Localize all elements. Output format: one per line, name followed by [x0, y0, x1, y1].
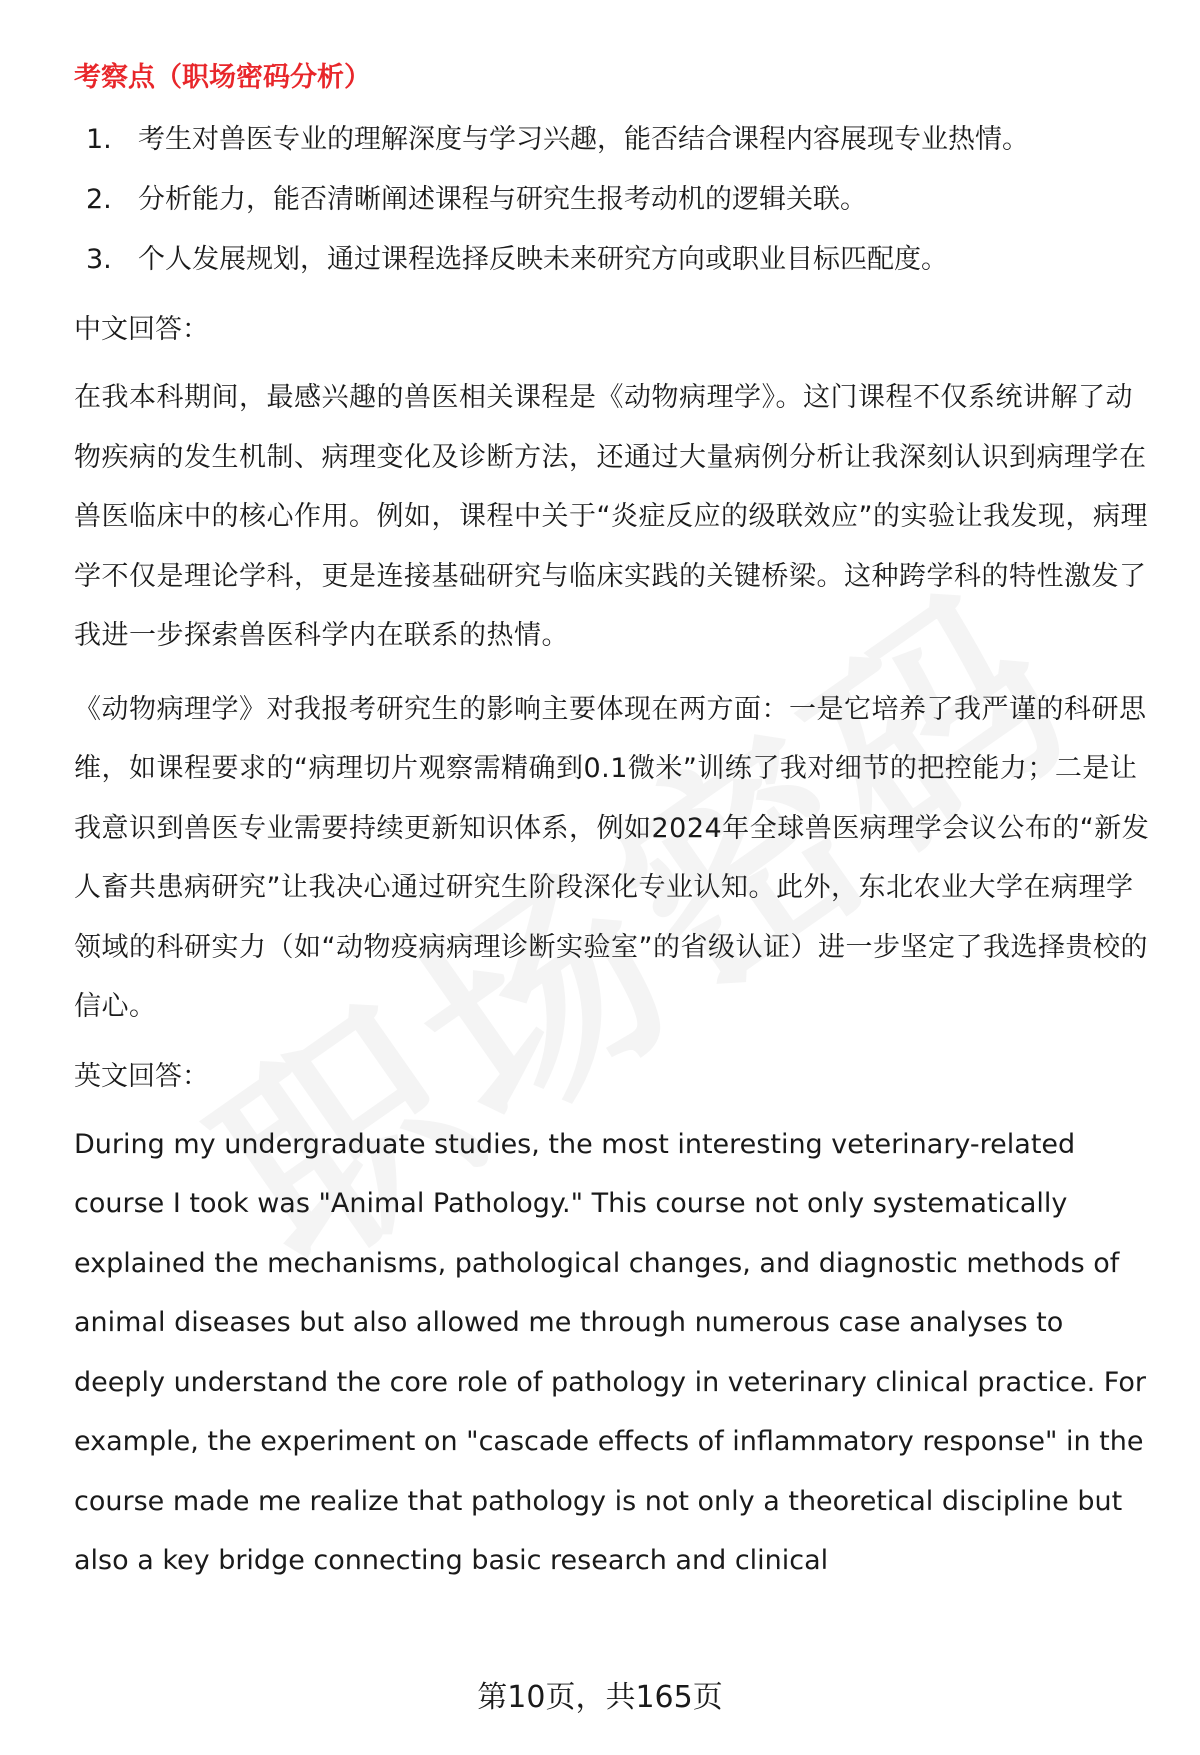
paragraph-gap: [74, 1037, 1154, 1051]
page-content: [74, 58, 1154, 1591]
list-item-text: 个人发展规划，通过课程选择反映未来研究方向或职业目标匹配度。: [138, 244, 948, 275]
list-item: [74, 180, 1154, 220]
section-title: 考察点（职场密码分析）: [74, 62, 371, 93]
chinese-paragraph: 在我本科期间，最感兴趣的兽医相关课程是《动物病理学》。这门课程不仅系统讲解了动物疾病的发生机制、病理变化及诊断方法，还通过大量病例分析让我深刻认识到病理学在兽医临床中的核心作用。例如，课程中关于“炎症反应的级联效应”的实验让我发现，病理学不仅是理论学科，更是连接基础研究与临床实践的关键桥梁。这种跨学科的特性激发了我进一步探索兽医科学内在联系的热情。: [74, 382, 1148, 651]
chinese-answer-label: 中文回答：: [74, 314, 209, 345]
english-paragraph: During my undergraduate studies, the most interesting veterinary-related course I took was "Animal Pathology." This course not only systematically explained the mechanisms, pathological changes, and diagnostic methods of animal diseases but also allowed me through numerous case analyses to deeply understand the core role of pathology in veterinary clinical practice. For example, the experiment on "cascade effects of inflammatory response" in the course made me realize that pathology is not only a theoretical discipline but also a key bridge connecting basic research and clinical: [74, 1128, 1146, 1576]
list-item-text: 分析能力，能否清晰阐述课程与研究生报考动机的逻辑关联。: [138, 184, 867, 215]
english-answer-label: 英文回答：: [74, 1060, 209, 1092]
chinese-paragraph: 《动物病理学》对我报考研究生的影响主要体现在两方面：一是它培养了我严谨的科研思维，如课程要求的“病理切片观察需精确到0.1微米”训练了我对细节的把控能力；二是让我意识到兽医专业需要持续更新知识体系，例如2024年全球兽医病理学会议公布的“新发人畜共患病研究”让我决心通过研究生阶段深化专业认知。此外，东北农业大学在病理学领域的科研实力（如“动物疫病病理诊断实验室”的省级认证）进一步坚定了我选择贵校的信心。: [74, 693, 1150, 1022]
paragraph-gap: [74, 666, 1154, 680]
list-item-number: 2.: [86, 184, 112, 215]
list-item: [74, 240, 1154, 280]
list-item-text: 考生对兽医专业的理解深度与学习兴趣，能否结合课程内容展现专业热情。: [138, 124, 1029, 155]
page-number-footer: 第10页，共165页: [477, 1680, 723, 1715]
list-item-number: 3.: [86, 244, 112, 275]
list-item: [74, 120, 1154, 160]
assessment-points-list: [74, 120, 1154, 280]
list-item-number: 1.: [86, 124, 112, 155]
